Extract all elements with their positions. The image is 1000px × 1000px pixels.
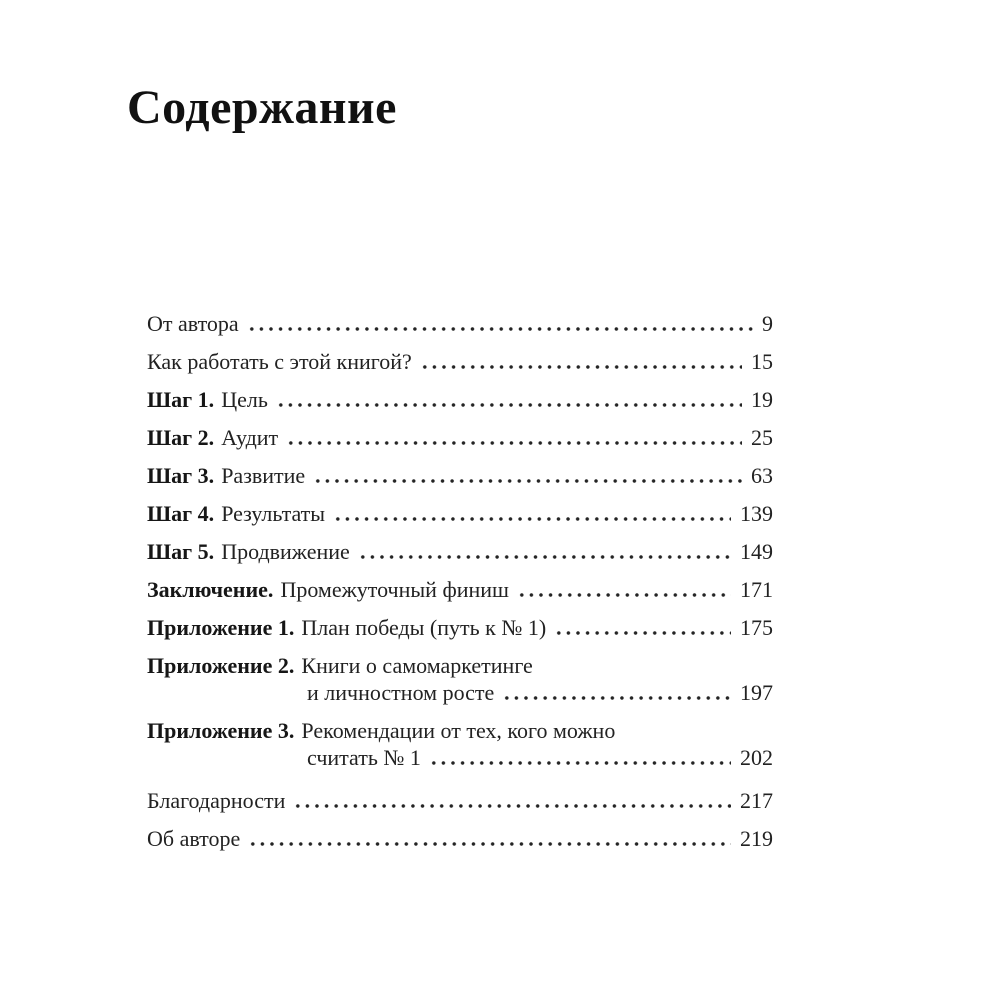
toc-entry-line1 — [147, 717, 773, 744]
dot-leader — [276, 403, 742, 407]
entry-page-number: 139 — [740, 501, 773, 526]
entry-title: Об авторе — [147, 826, 241, 851]
entry-prefix: Шаг 5. — [147, 539, 215, 564]
dot-leader — [293, 804, 731, 808]
entry-page-number: 19 — [751, 387, 773, 412]
dot-leader — [517, 593, 731, 597]
toc-list — [147, 310, 773, 852]
entry-page-number: 15 — [751, 349, 773, 374]
toc-entry — [147, 386, 773, 413]
dot-leader — [429, 761, 731, 765]
dot-leader — [333, 517, 731, 521]
toc-entry — [147, 614, 773, 641]
toc-entry-line1 — [147, 652, 773, 679]
entry-prefix: Заключение. — [147, 577, 274, 602]
toc-entry — [147, 500, 773, 527]
toc-entry — [147, 348, 773, 375]
toc-entry — [147, 462, 773, 489]
entry-page-number: 217 — [740, 788, 773, 813]
toc-entry — [147, 787, 773, 814]
entry-page-number: 63 — [751, 463, 773, 488]
entry-title: Продвижение — [221, 539, 350, 564]
toc-entry-line1 — [147, 424, 773, 451]
toc-entry-line1 — [147, 348, 773, 375]
toc-entry — [147, 576, 773, 603]
entry-title: Результаты — [221, 501, 326, 526]
entry-title: Аудит — [221, 425, 279, 450]
toc-entry-line1 — [147, 576, 773, 603]
entry-page-number: 171 — [740, 577, 773, 602]
entry-prefix: Приложение 3. — [147, 718, 295, 743]
page-title: Содержание — [127, 81, 397, 134]
toc-entry-line1 — [147, 310, 773, 337]
entry-page-number: 9 — [762, 311, 773, 336]
entry-prefix: Приложение 2. — [147, 653, 295, 678]
entry-title: Благодарности — [147, 788, 286, 813]
entry-prefix: Шаг 2. — [147, 425, 215, 450]
entry-page-number: 149 — [740, 539, 773, 564]
toc-entry — [147, 310, 773, 337]
entry-page-number: 202 — [740, 745, 773, 770]
toc-entry-line1 — [147, 538, 773, 565]
entry-page-number: 197 — [740, 680, 773, 705]
entry-page-number: 219 — [740, 826, 773, 851]
toc-entry — [147, 717, 773, 771]
entry-title: От автора — [147, 311, 239, 336]
toc-entry-line1 — [147, 787, 773, 814]
dot-leader — [420, 365, 742, 369]
toc-entry — [147, 424, 773, 451]
entry-prefix: Шаг 4. — [147, 501, 215, 526]
dot-leader — [554, 631, 731, 635]
dot-leader — [313, 479, 742, 483]
entry-prefix: Приложение 1. — [147, 615, 295, 640]
entry-title: Развитие — [221, 463, 306, 488]
dot-leader — [358, 555, 731, 559]
entry-title: Рекомендации от тех, кого можно — [301, 718, 616, 743]
entry-prefix: Шаг 3. — [147, 463, 215, 488]
toc-entry — [147, 538, 773, 565]
dot-leader — [502, 696, 731, 700]
entry-page-number: 175 — [740, 615, 773, 640]
entry-title: Цель — [221, 387, 268, 412]
toc-entry-line1 — [147, 500, 773, 527]
dot-leader — [286, 441, 742, 445]
entry-title-line2: и личностном росте — [307, 680, 495, 705]
entry-title: Книги о самомаркетинге — [301, 653, 533, 678]
entry-title: Как работать с этой книгой? — [147, 349, 412, 374]
toc-entry — [147, 825, 773, 852]
toc-entry-line1 — [147, 614, 773, 641]
toc-entry-line1 — [147, 386, 773, 413]
entry-page-number: 25 — [751, 425, 773, 450]
dot-leader — [247, 327, 753, 331]
toc-entry-line2 — [147, 744, 773, 771]
toc-entry-line1 — [147, 825, 773, 852]
dot-leader — [248, 842, 731, 846]
toc-entry-line2 — [147, 679, 773, 706]
toc-entry — [147, 652, 773, 706]
entry-title-line2: считать № 1 — [307, 745, 421, 770]
entry-title: Промежуточный финиш — [280, 577, 509, 602]
entry-title: План победы (путь к № 1) — [301, 615, 547, 640]
toc-entry-line1 — [147, 462, 773, 489]
entry-prefix: Шаг 1. — [147, 387, 215, 412]
